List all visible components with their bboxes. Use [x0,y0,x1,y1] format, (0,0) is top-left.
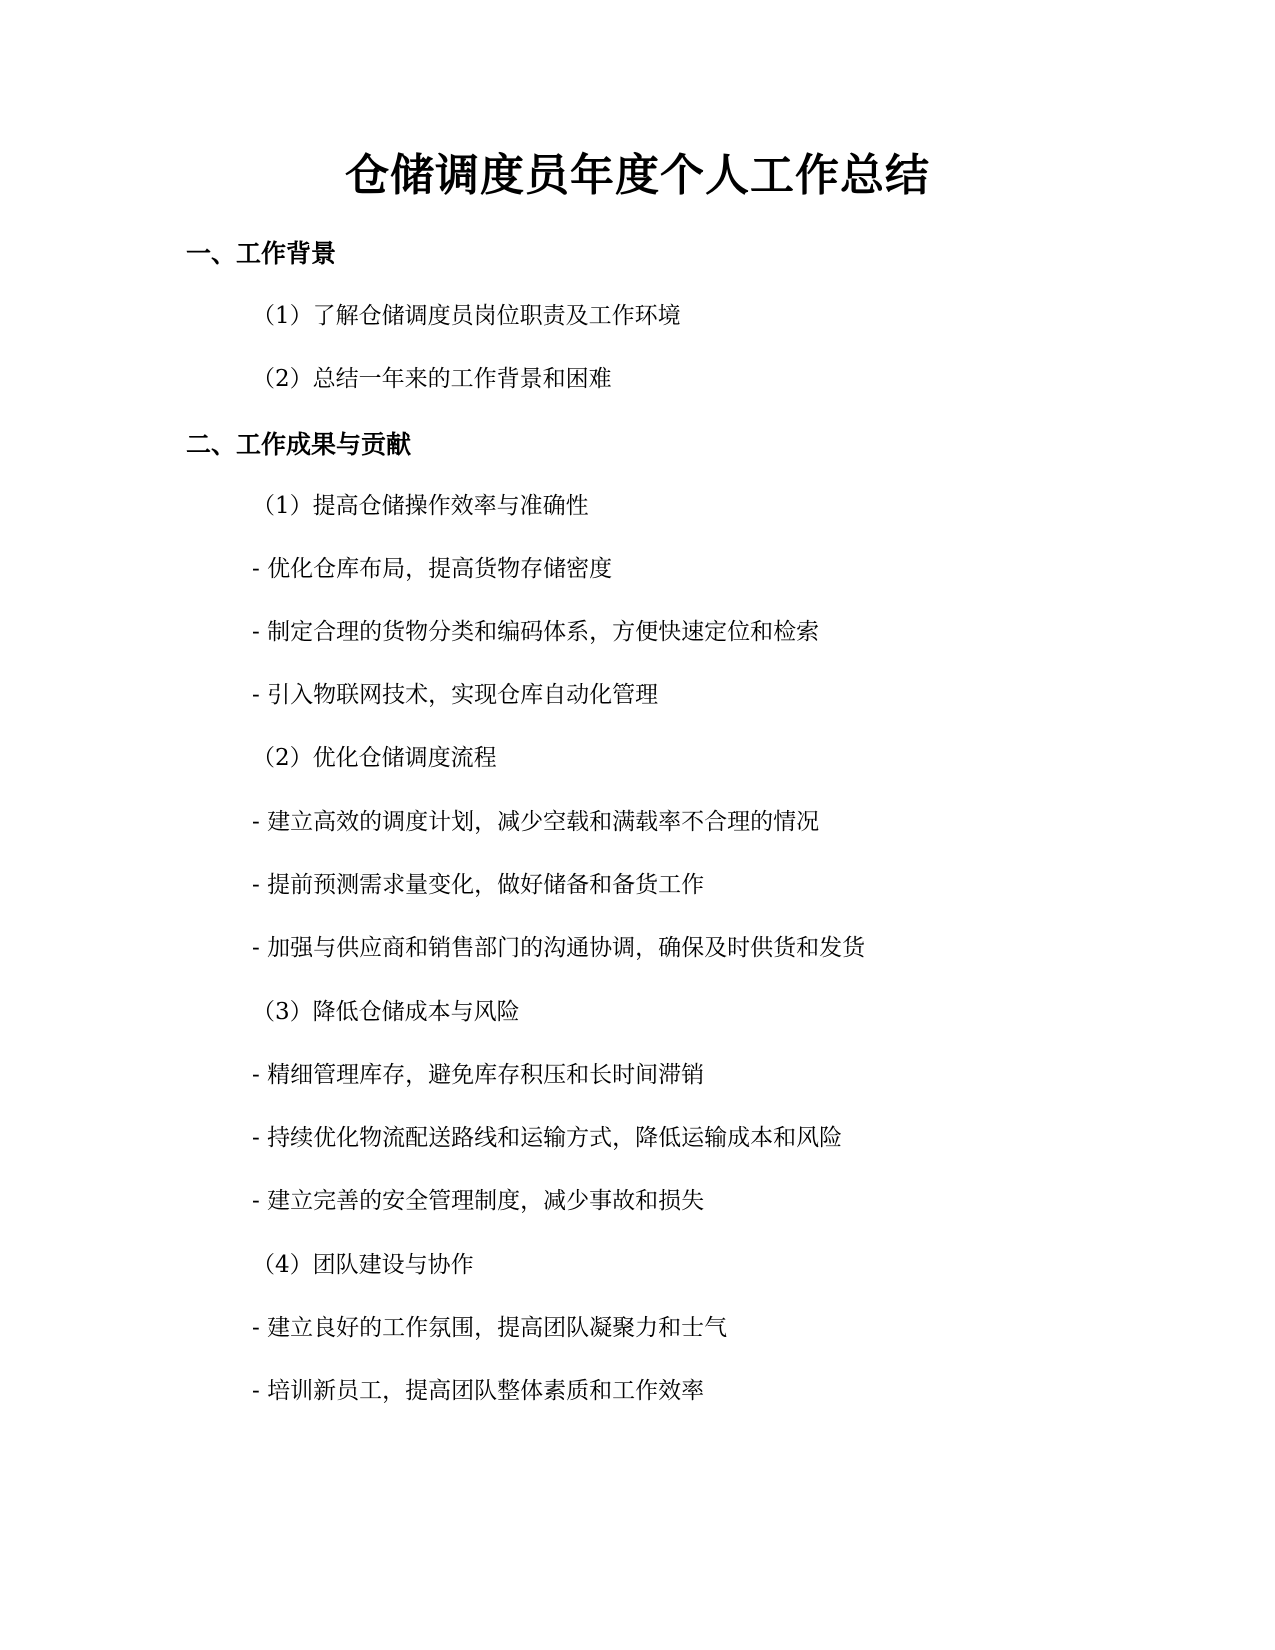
list-item: - 建立高效的调度计划，减少空载和满载率不合理的情况 [252,809,820,835]
document-title: 仓储调度员年度个人工作总结 [345,150,930,201]
list-item: （2）总结一年来的工作背景和困难 [252,366,612,392]
section-heading-achievements: 二、工作成果与贡献 [186,430,412,459]
subsection-heading: （4）团队建设与协作 [252,1252,474,1278]
list-item: - 精细管理库存，避免库存积压和长时间滞销 [252,1062,705,1088]
list-item: - 制定合理的货物分类和编码体系，方便快速定位和检索 [252,619,820,645]
section-heading-background: 一、工作背景 [186,239,337,268]
subsection-heading: （1）提高仓储操作效率与准确性 [252,493,589,519]
list-item: - 持续优化物流配送路线和运输方式，降低运输成本和风险 [252,1125,843,1151]
list-item: - 培训新员工，提高团队整体素质和工作效率 [252,1378,705,1404]
list-item: - 优化仓库布局，提高货物存储密度 [252,556,613,582]
list-item: - 加强与供应商和销售部门的沟通协调，确保及时供货和发货 [252,935,866,961]
list-item: - 提前预测需求量变化，做好储备和备货工作 [252,872,705,898]
subsection-heading: （3）降低仓储成本与风险 [252,999,520,1025]
subsection-heading: （2）优化仓储调度流程 [252,745,497,771]
list-item: - 建立完善的安全管理制度，减少事故和损失 [252,1188,705,1214]
list-item: - 建立良好的工作氛围，提高团队凝聚力和士气 [252,1315,728,1341]
list-item: - 引入物联网技术，实现仓库自动化管理 [252,682,659,708]
list-item: （1）了解仓储调度员岗位职责及工作环境 [252,303,681,329]
